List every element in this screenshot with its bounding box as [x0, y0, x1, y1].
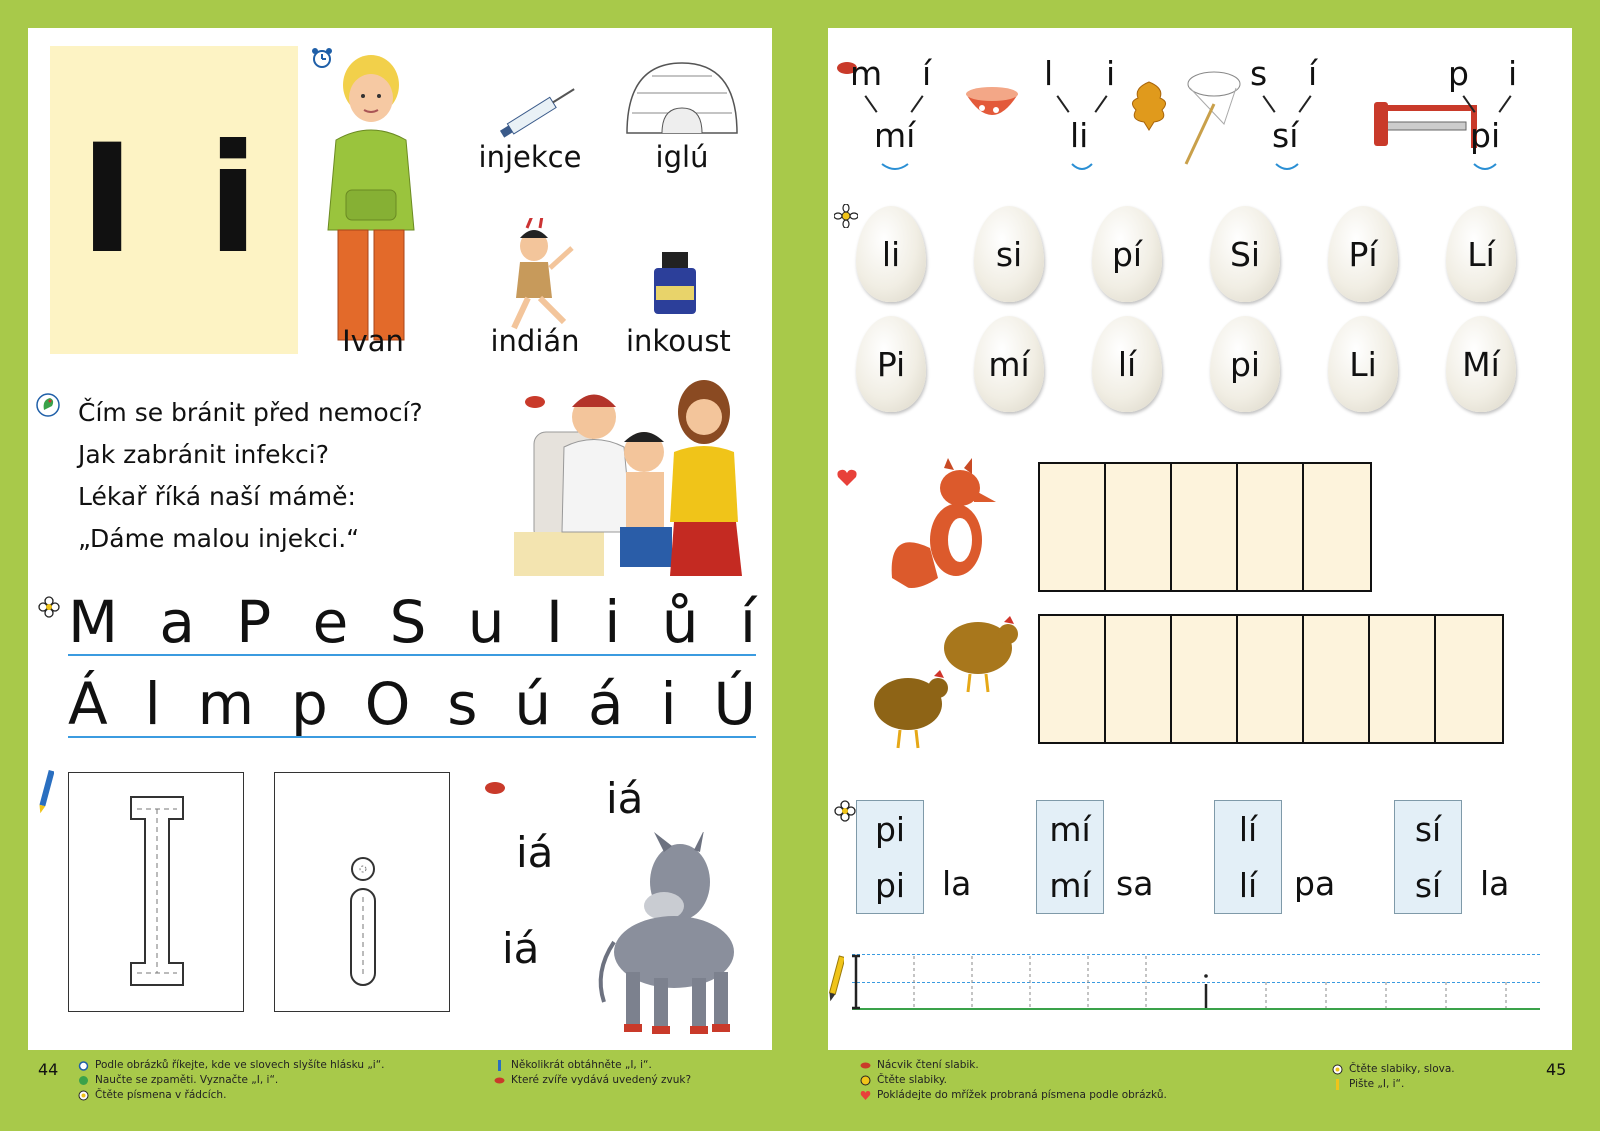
join-arrow — [910, 95, 923, 113]
instruction-text: Čtěte slabiky. — [877, 1074, 947, 1086]
pair-tail: sa — [1116, 864, 1154, 903]
letter: p — [290, 670, 328, 738]
instruction-text: Nácvik čtení slabik. — [877, 1059, 979, 1071]
grid-cell[interactable] — [1436, 616, 1502, 742]
syllable-group — [1040, 54, 1130, 184]
letter: i — [604, 588, 621, 656]
syllable-group — [1246, 54, 1336, 184]
sun-flower-icon — [834, 204, 858, 228]
pencil-icon — [828, 954, 844, 1006]
letter: S — [389, 588, 427, 656]
syllable-vowel: i — [1106, 54, 1116, 93]
syllable-consonant: s — [1250, 54, 1268, 93]
poem-line: Lékař říká naší mámě: — [78, 482, 356, 511]
instruction-text: Které zvíře vydává uvedený zvuk? — [511, 1074, 692, 1086]
pair-tail: pa — [1294, 864, 1336, 903]
donkey-illustration — [584, 832, 754, 1042]
lips-icon — [494, 1075, 505, 1086]
letter: a — [159, 588, 195, 656]
instruction-item — [78, 1058, 385, 1073]
pencil-icon — [38, 768, 54, 816]
instruction-item — [860, 1088, 1167, 1103]
letter: u — [467, 588, 505, 656]
instruction-item — [1332, 1062, 1455, 1077]
flower-icon — [834, 800, 856, 822]
letter: P — [236, 588, 272, 656]
egg-syllable: si — [974, 206, 1044, 302]
instruction-text: Čtěte písmena v řádcích. — [95, 1089, 227, 1101]
parrot-icon — [78, 1075, 89, 1086]
sound-text: iá — [502, 924, 540, 973]
arc-mark — [880, 162, 910, 172]
egg-syllable: li — [856, 206, 926, 302]
arc-mark — [1070, 162, 1094, 172]
syllable-consonant: m — [850, 54, 883, 93]
instruction-item — [78, 1073, 385, 1088]
syllable-pair-box — [1394, 800, 1462, 914]
syllable-pair-box — [1214, 800, 1282, 914]
syringe-illustration — [486, 83, 586, 143]
instruction-text: Čtěte slabiky, slova. — [1349, 1063, 1455, 1075]
sun-flower-icon — [860, 1075, 871, 1086]
instruction-text: Pište „I, i“. — [1349, 1078, 1405, 1090]
syllable: mí — [874, 116, 916, 155]
instruction-text: Podle obrázků říkejte, kde ve slovech slyšíte hlásku „i“. — [95, 1059, 385, 1071]
letter-grid-fox[interactable] — [1038, 462, 1372, 592]
letter: s — [447, 670, 478, 738]
pencil-icon — [1332, 1079, 1343, 1090]
boy-ivan-illustration — [316, 50, 426, 350]
page-number-right: 45 — [1546, 1060, 1567, 1079]
doctor-scene-illustration — [514, 362, 748, 576]
join-arrow — [1462, 95, 1475, 113]
tracing-small-i — [275, 773, 451, 1013]
instructions-left-col2 — [494, 1058, 691, 1088]
instruction-item — [78, 1088, 385, 1103]
letter: l — [144, 670, 161, 738]
pair-tail: la — [942, 864, 972, 903]
instructions-left-col1 — [78, 1058, 385, 1103]
instruction-item — [494, 1058, 691, 1073]
syllable-consonant: p — [1448, 54, 1469, 93]
pair-bottom: sí — [1414, 865, 1442, 905]
syllable: li — [1070, 116, 1089, 155]
butterfly-net-illustration — [1174, 64, 1244, 168]
egg-syllable: Si — [1210, 206, 1280, 302]
instruction-item — [1332, 1077, 1455, 1092]
syllable-vowel: í — [1308, 54, 1318, 93]
tracing-capital-i — [69, 773, 245, 1013]
join-arrow — [864, 95, 877, 113]
letter: I — [545, 588, 563, 656]
letter-row-2 — [68, 672, 756, 738]
pair-bottom: mí — [1049, 865, 1091, 905]
heart-icon — [860, 1090, 871, 1101]
letter: e — [312, 588, 349, 656]
syllable-pair-box — [856, 800, 924, 914]
writing-practice-lines[interactable] — [852, 952, 1540, 1012]
egg-syllable: Pí — [1328, 206, 1398, 302]
instruction-text: Naučte se zpaměti. Vyznačte „I, i“. — [95, 1074, 279, 1086]
oak-leaf-illustration — [1124, 78, 1174, 132]
traced-letters — [852, 952, 1540, 1010]
syllable: sí — [1272, 116, 1299, 155]
flower-icon — [38, 596, 60, 618]
grid-cell[interactable] — [1238, 464, 1304, 590]
heart-icon — [836, 468, 858, 488]
join-arrow — [1298, 95, 1311, 113]
grid-cell[interactable] — [1172, 464, 1238, 590]
instruction-text: Několikrát obtáhněte „I, i“. — [511, 1059, 652, 1071]
letter: M — [68, 588, 119, 656]
alarm-clock-icon — [78, 1060, 89, 1071]
syllable-pair-box — [1036, 800, 1104, 914]
instruction-item — [860, 1058, 1167, 1073]
lips-icon — [484, 780, 506, 796]
left-page — [28, 28, 772, 1050]
poem — [78, 392, 423, 560]
egg-syllable: lí — [1092, 316, 1162, 412]
egg-syllable: Mí — [1446, 316, 1516, 412]
poem-line: Jak zabránit infekci? — [78, 440, 329, 469]
sound-text: iá — [516, 828, 554, 877]
instructions-right-col1 — [860, 1058, 1167, 1103]
arc-mark — [1274, 162, 1300, 172]
letter: O — [364, 670, 411, 738]
letter: Á — [68, 670, 108, 738]
fox-illustration — [878, 458, 1004, 598]
grid-cell[interactable] — [1106, 616, 1172, 742]
egg-syllable: Pi — [856, 316, 926, 412]
syllable-consonant: l — [1044, 54, 1054, 93]
hens-illustration — [858, 610, 1028, 750]
letter-row-1 — [68, 590, 756, 656]
big-letter-panel — [50, 46, 298, 354]
igloo-illustration — [622, 58, 742, 138]
flower-icon — [1332, 1064, 1343, 1075]
egg-syllable: pi — [1210, 316, 1280, 412]
flower-icon — [78, 1090, 89, 1101]
syllable: pi — [1470, 116, 1501, 155]
pair-top: lí — [1238, 809, 1258, 849]
grid-cell[interactable] — [1040, 616, 1106, 742]
join-arrow — [1094, 95, 1107, 113]
grid-cell[interactable] — [1304, 616, 1370, 742]
letter: ú — [514, 670, 552, 738]
pair-top: pi — [874, 809, 906, 849]
pair-bottom: lí — [1238, 865, 1258, 905]
word-injekce: injekce — [478, 140, 582, 174]
word-iglu: iglú — [655, 140, 709, 174]
ink-bottle-illustration — [650, 248, 700, 318]
word-inkoust: inkoust — [626, 324, 731, 358]
bowl-illustration — [962, 84, 1022, 130]
instruction-item — [860, 1073, 1167, 1088]
letter: ů — [661, 588, 699, 656]
poem-line: „Dáme malou injekci.“ — [78, 524, 360, 553]
instruction-item — [494, 1073, 691, 1088]
syllable-vowel: í — [922, 54, 932, 93]
letter: Ú — [713, 670, 756, 738]
trace-box-capital-i[interactable] — [68, 772, 244, 1012]
join-arrow — [1498, 95, 1511, 113]
pair-top: mí — [1049, 809, 1091, 849]
grid-cell[interactable] — [1040, 464, 1106, 590]
letter-grid-hens[interactable] — [1038, 614, 1504, 744]
egg-syllable: Lí — [1446, 206, 1516, 302]
big-letter: I i — [79, 113, 269, 287]
grid-cell[interactable] — [1238, 616, 1304, 742]
pair-bottom: pi — [874, 865, 906, 905]
join-arrow — [1262, 95, 1275, 113]
syllable-group — [848, 54, 938, 184]
letter: á — [588, 670, 624, 738]
sound-text: iá — [606, 774, 644, 823]
egg-syllable: pí — [1092, 206, 1162, 302]
syllable-vowel: i — [1508, 54, 1518, 93]
trace-box-small-i[interactable] — [274, 772, 450, 1012]
grid-cell[interactable] — [1106, 464, 1172, 590]
letter: í — [739, 588, 756, 656]
syllable-group — [1446, 54, 1536, 184]
grid-cell[interactable] — [1172, 616, 1238, 742]
egg-syllable: mí — [974, 316, 1044, 412]
join-arrow — [1056, 95, 1069, 113]
egg-syllable: Li — [1328, 316, 1398, 412]
pencil-icon — [494, 1060, 505, 1071]
pair-top: sí — [1414, 809, 1442, 849]
lips-icon — [860, 1060, 871, 1071]
arc-mark — [1472, 162, 1498, 172]
instruction-text: Pokládejte do mřížek probraná písmena podle obrázků. — [877, 1089, 1167, 1101]
pair-tail: la — [1480, 864, 1510, 903]
word-indian: indián — [490, 324, 580, 358]
instructions-right-col2 — [1332, 1062, 1455, 1092]
page-number-left: 44 — [38, 1060, 59, 1079]
letter: m — [197, 670, 255, 738]
grid-cell[interactable] — [1370, 616, 1436, 742]
letter: i — [660, 670, 677, 738]
right-page — [828, 28, 1572, 1050]
word-ivan: Ivan — [342, 324, 404, 358]
parrot-icon — [36, 392, 60, 418]
grid-cell[interactable] — [1304, 464, 1370, 590]
indian-girl-illustration — [492, 218, 582, 338]
poem-line: Čím se bránit před nemocí? — [78, 398, 423, 427]
